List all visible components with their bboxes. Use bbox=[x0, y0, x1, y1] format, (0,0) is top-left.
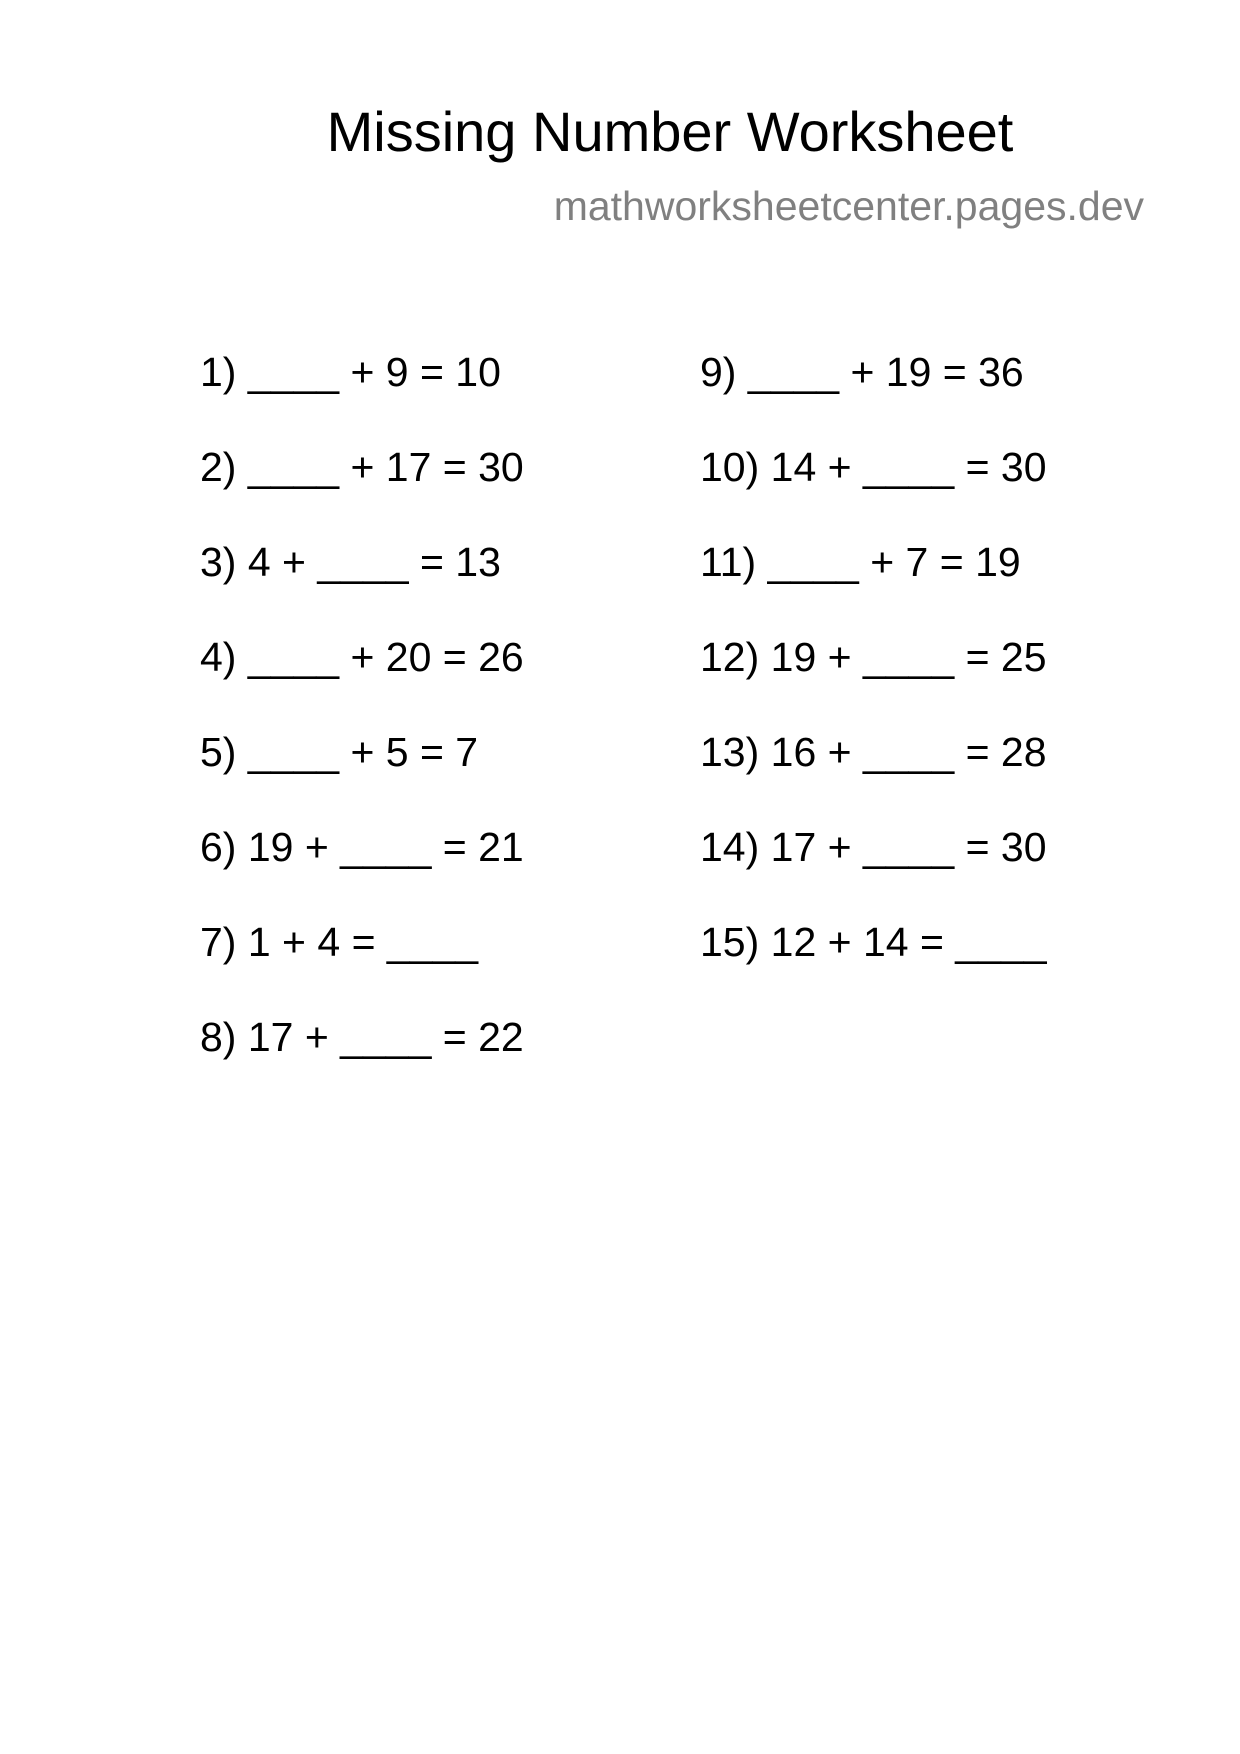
problem-item: 2) ____ + 17 = 30 bbox=[200, 444, 524, 490]
problem-item: 15) 12 + 14 = ____ bbox=[700, 919, 1047, 965]
problem-item: 1) ____ + 9 = 10 bbox=[200, 349, 501, 395]
problem-item: 5) ____ + 5 = 7 bbox=[200, 729, 479, 775]
problem-item: 10) 14 + ____ = 30 bbox=[700, 444, 1047, 490]
source-url: mathworksheetcenter.pages.dev bbox=[553, 183, 1144, 229]
problem-item: 6) 19 + ____ = 21 bbox=[200, 824, 524, 870]
problem-item: 3) 4 + ____ = 13 bbox=[200, 539, 501, 585]
problems-column-left bbox=[200, 348, 524, 1108]
problem-item: 14) 17 + ____ = 30 bbox=[700, 824, 1047, 870]
problems-column-right bbox=[700, 348, 1047, 1013]
problem-item: 13) 16 + ____ = 28 bbox=[700, 729, 1047, 775]
problem-item: 8) 17 + ____ = 22 bbox=[200, 1014, 524, 1060]
problem-item: 9) ____ + 19 = 36 bbox=[700, 349, 1024, 395]
problem-item: 4) ____ + 20 = 26 bbox=[200, 634, 524, 680]
problem-item: 7) 1 + 4 = ____ bbox=[200, 919, 479, 965]
problem-item: 12) 19 + ____ = 25 bbox=[700, 634, 1047, 680]
page-title: Missing Number Worksheet bbox=[326, 100, 1014, 163]
problem-item: 11) ____ + 7 = 19 bbox=[700, 539, 1021, 585]
